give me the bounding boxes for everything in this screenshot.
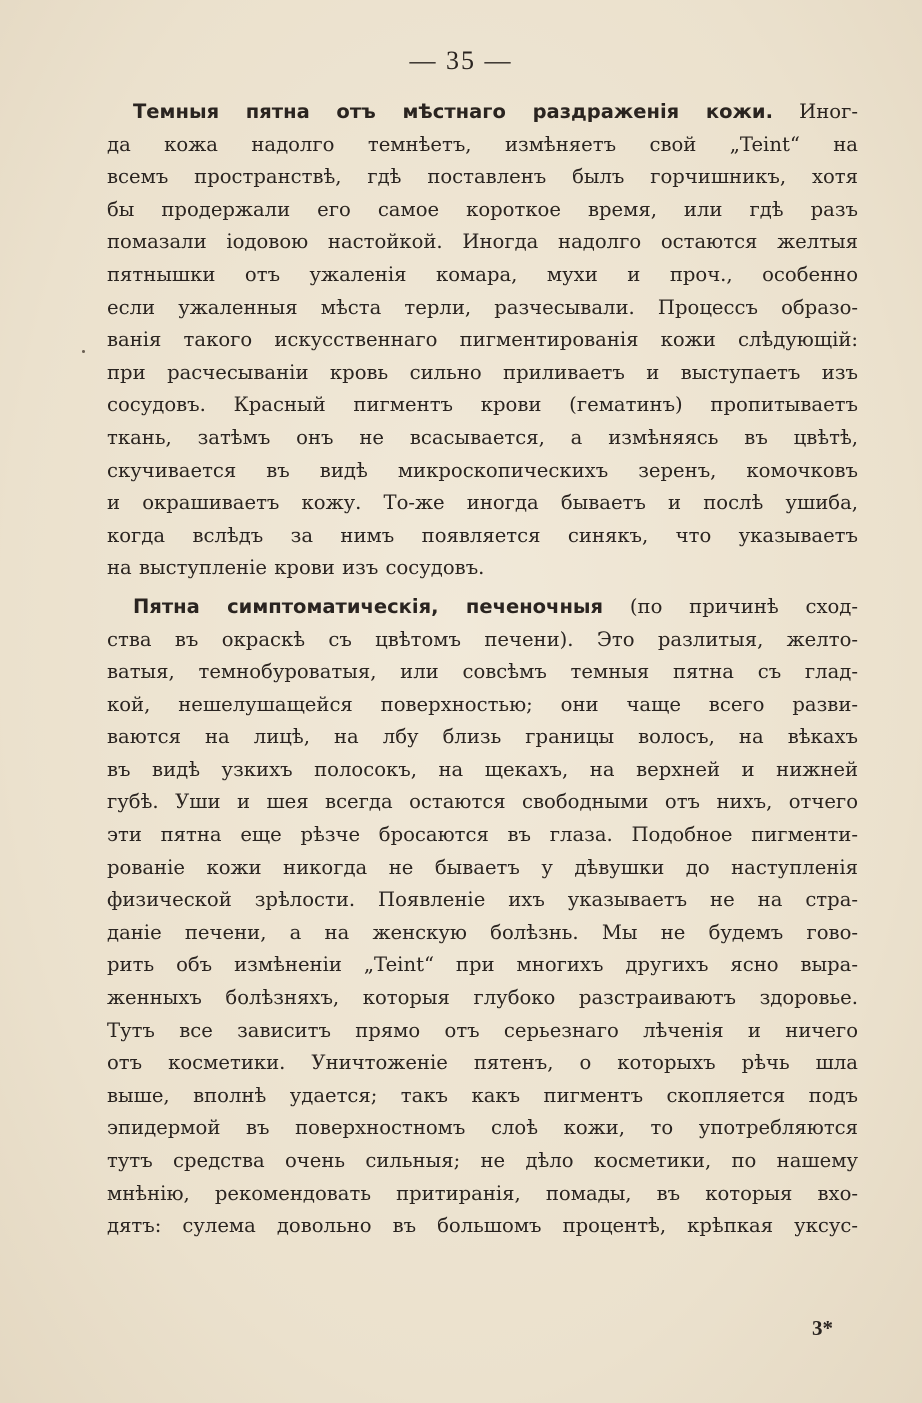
body-text (107, 96, 858, 1249)
text-line: да кожа надолго темнѣетъ, измѣняетъ свой „Teint“ на (107, 132, 858, 156)
text-line: губѣ. Уши и шея всегда остаются свободными отъ нихъ, отчего (107, 790, 858, 814)
text-line: кой, нешелушащейся поверхностью; они чаще всего разви- (107, 692, 858, 716)
paragraph-dark-spots (107, 96, 858, 585)
text-line: отъ косметики. Уничтоженіе пятенъ, о которыхъ рѣчь шла (107, 1051, 858, 1075)
text-line: и окрашиваетъ кожу. То-же иногда бываетъ и послѣ ушиба, (107, 491, 858, 515)
text-line: при расчесываніи кровь сильно приливаетъ и выступаетъ изъ (107, 360, 858, 384)
text-line: скучивается въ видѣ микроскопическихъ зеренъ, комочковъ (107, 458, 858, 482)
text-line: дятъ: сулема довольно въ большомъ процентѣ, крѣпкая уксус- (107, 1214, 858, 1238)
text-line: когда вслѣдъ за нимъ появляется синякъ, что указываетъ (107, 523, 858, 547)
text-line: выше, вполнѣ удается; такъ какъ пигментъ скопляется подъ (107, 1083, 858, 1107)
text-line: всемъ пространствѣ, гдѣ поставленъ былъ горчишникъ, хотя (107, 165, 858, 189)
text-line: тутъ средства очень сильныя; не дѣло косметики, по нашему (107, 1149, 858, 1172)
text-line: ванія такого искусственнаго пигментированія кожи слѣдующій: (107, 328, 858, 352)
text-line: даніе печени, а на женскую болѣзнь. Мы не будемъ гово- (107, 920, 858, 944)
text-line (107, 591, 858, 624)
paragraph-heading: Темныя пятна отъ мѣстнаго раздраженія кожи. (133, 100, 774, 123)
text-line: ватыя, темнобуроватыя, или совсѣмъ темныя пятна съ глад- (107, 660, 858, 684)
page-number: — 35 — (409, 46, 513, 75)
text-line: рить объ измѣненіи „Teint“ при многихъ другихъ ясно выра- (107, 953, 858, 977)
text-line: пятнышки отъ ужаленія комара, мухи и проч., особенно (107, 262, 858, 286)
text-run: (по причинѣ сход- (603, 594, 858, 618)
text-line (107, 96, 858, 129)
text-line: ства въ окраскѣ съ цвѣтомъ печени). Это разлитыя, желто- (107, 627, 858, 651)
text-line: ваются на лицѣ, на лбу близь границы волосъ, на вѣкахъ (107, 725, 858, 749)
text-line: на выступленіе крови изъ сосудовъ. (107, 556, 485, 580)
text-line: ткань, затѣмъ онъ не всасывается, а измѣняясь въ цвѣтѣ, (107, 425, 858, 449)
paragraph-liver-spots (107, 591, 858, 1243)
text-line: рованіе кожи никогда не бываетъ у дѣвушки до наступленія (107, 855, 858, 879)
text-line: бы продержали его самое короткое время, или гдѣ разъ (107, 197, 858, 221)
margin-speck (82, 350, 85, 353)
signature-mark: 3* (812, 1316, 833, 1340)
text-line: эти пятна еще рѣзче бросаются въ глаза. Подобное пигменти- (107, 823, 858, 847)
text-line: Тутъ все зависитъ прямо отъ серьезнаго лѣченія и ничего (107, 1018, 858, 1042)
text-line: въ видѣ узкихъ полосокъ, на щекахъ, на верхней и нижней (107, 757, 858, 781)
text-line: женныхъ болѣзняхъ, которыя глубоко разстраиваютъ здоровье. (107, 986, 858, 1010)
text-line: физической зрѣлости. Появленіе ихъ указываетъ не на стра- (107, 888, 858, 912)
text-line: помазали іодовою настойкой. Иногда надолго остаются желтыя (107, 230, 858, 254)
paragraph-heading: Пятна симптоматическія, печеночныя (133, 594, 604, 618)
text-run: Иног- (773, 100, 858, 123)
text-line: если ужаленныя мѣста терли, разчесывали. Процессъ образо- (107, 295, 858, 319)
text-line: сосудовъ. Красный пигментъ крови (гематинъ) пропитываетъ (107, 393, 858, 417)
text-line: мнѣнію, рекомендовать притиранія, помады, въ которыя вхо- (107, 1181, 858, 1205)
text-line: эпидермой въ поверхностномъ слоѣ кожи, то употребляются (107, 1116, 858, 1140)
